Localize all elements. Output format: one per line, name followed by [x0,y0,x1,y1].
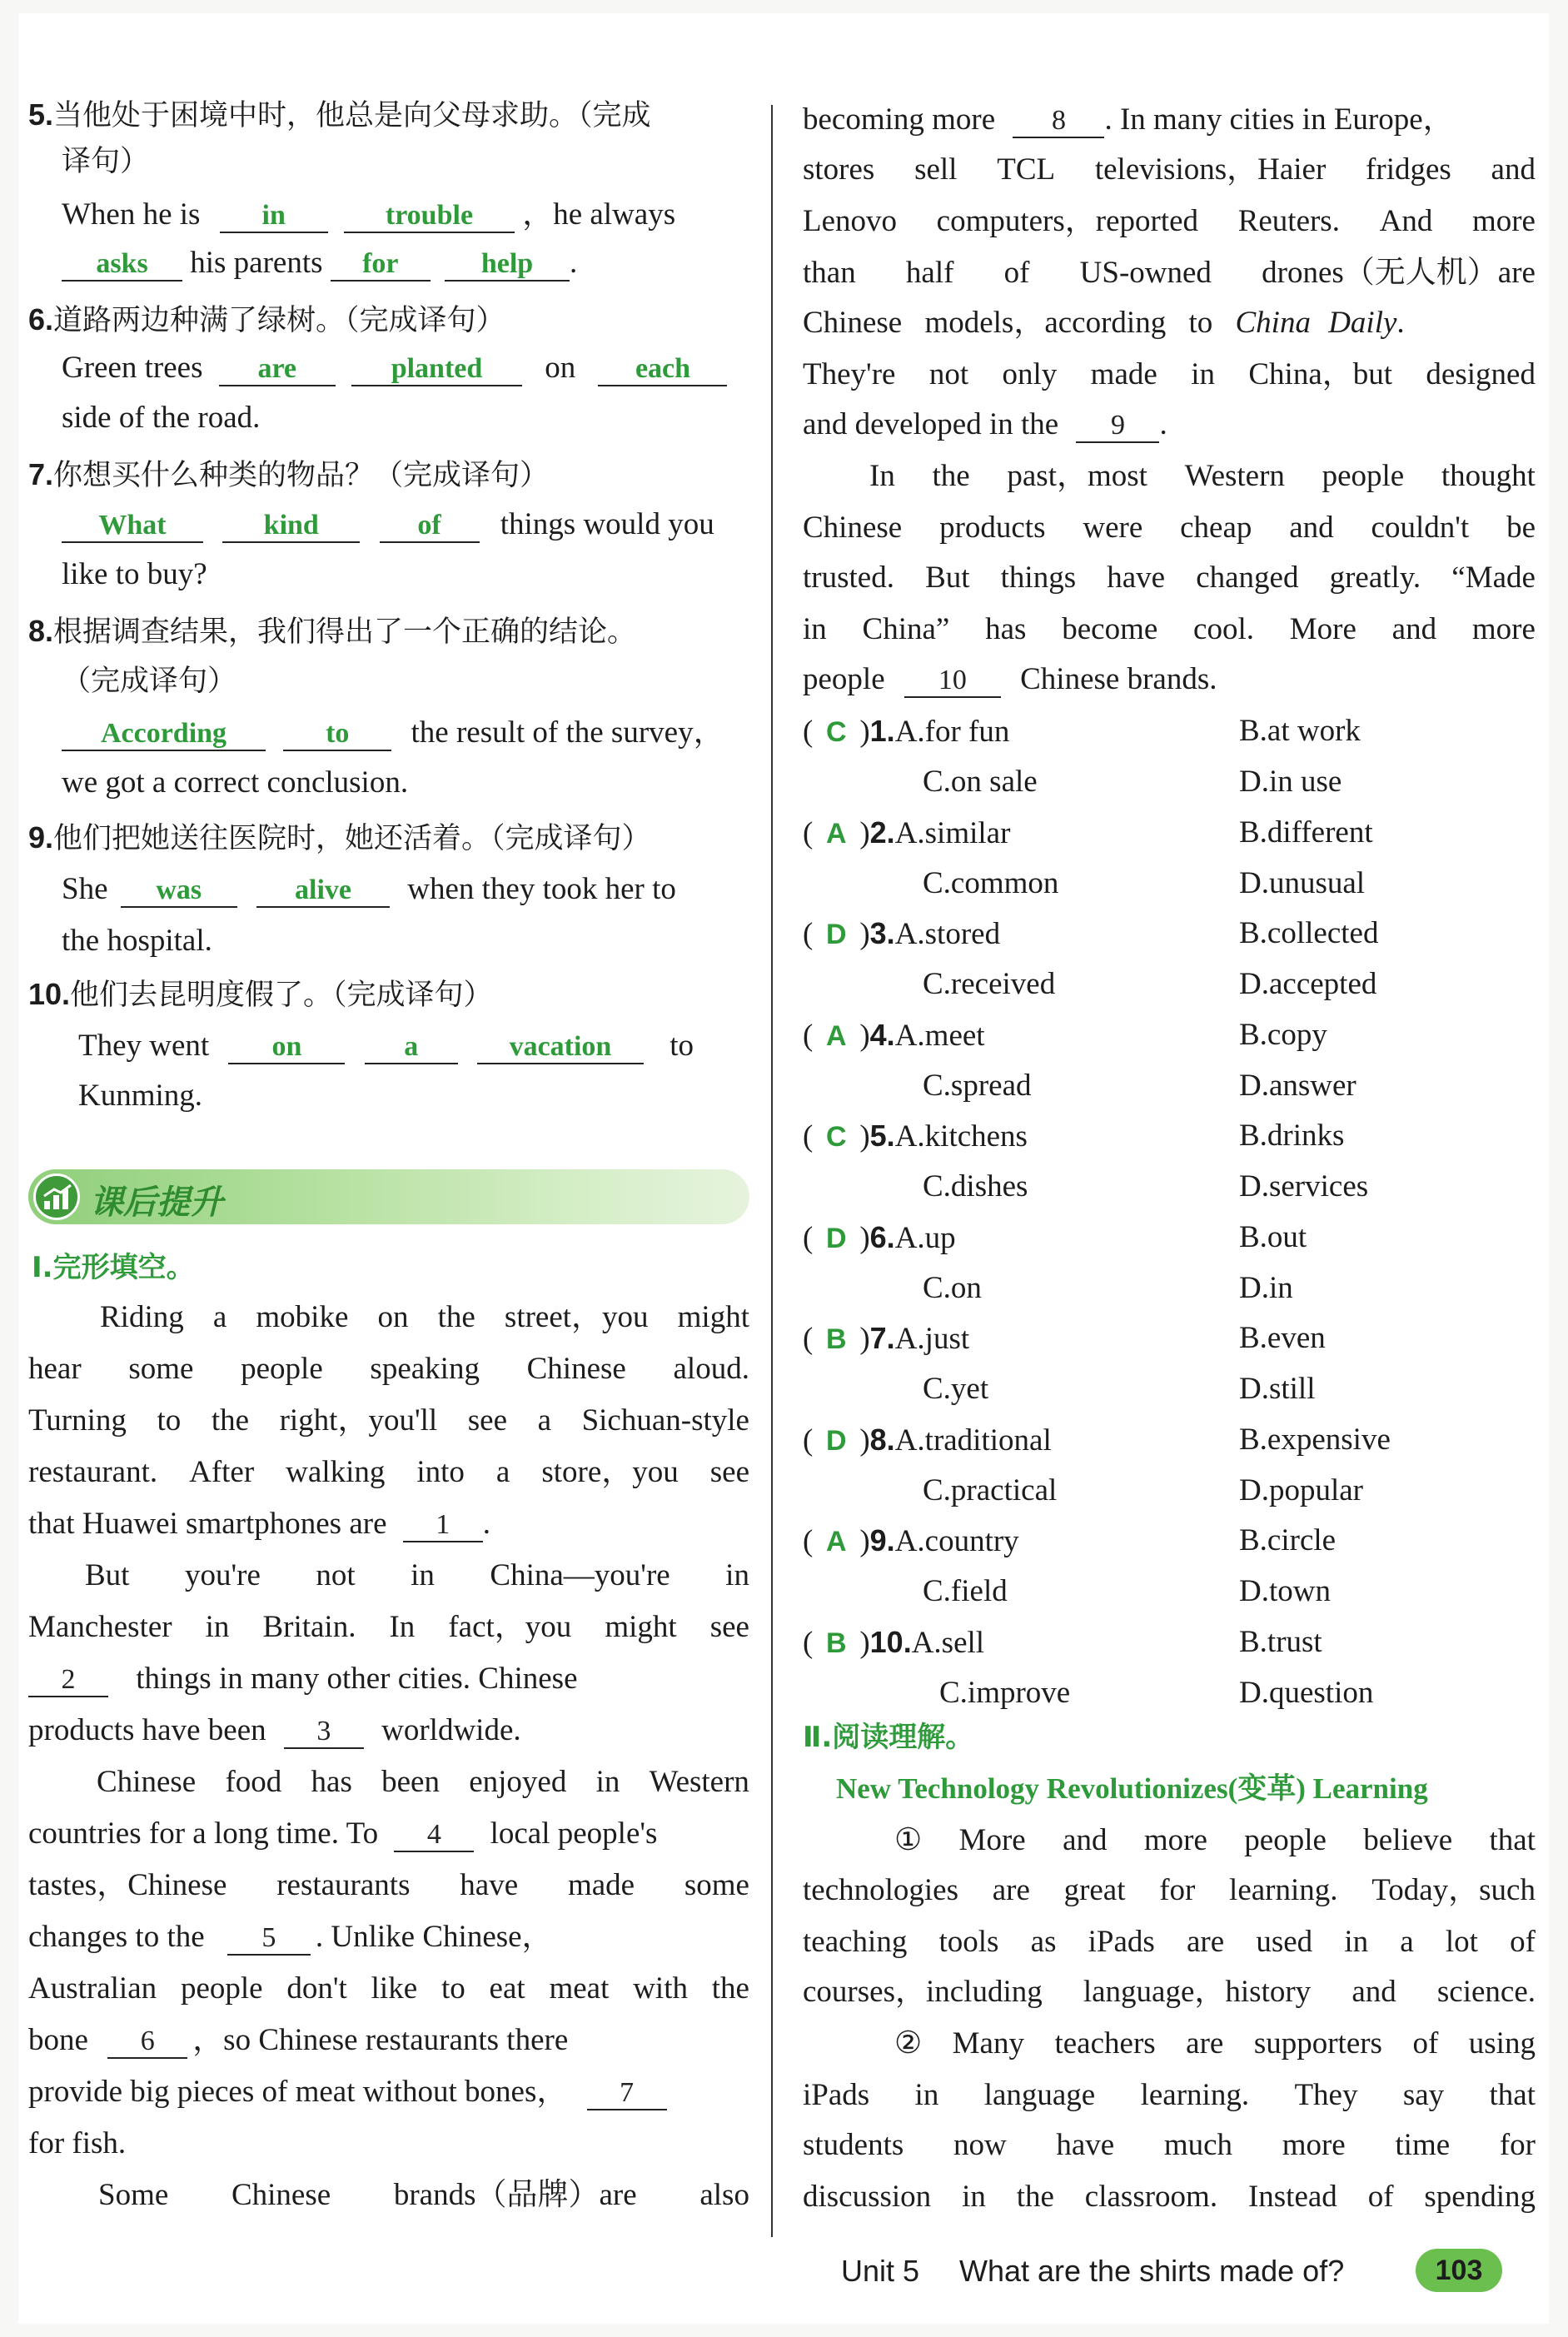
option-c: C.improve [939,1675,1071,1710]
gap-blank: 1 [403,1506,483,1542]
option-d: D.unusual [1239,865,1366,900]
option-a: A.meet [894,1018,985,1053]
article-title: New Technology Revolutionizes(变革) Learning [836,1772,1428,1805]
column-divider [771,105,773,2237]
option-row: ( C )5.A.kitchens [803,1119,1028,1154]
chosen-answer: A [826,1019,847,1052]
footer-title: What are the shirts made of? [959,2254,1345,2288]
option-c: C.on sale [923,765,1038,799]
passage-line: countries for a long time. To 4 local people's [28,1816,658,1851]
option-row: ( B )7.A.just [803,1321,970,1356]
q10-line1: They went on a vacation to [78,1029,694,1063]
passage-line: Chinese models，according to China Daily. [803,306,1405,340]
option-b: B.expensive [1239,1422,1391,1457]
option-b: B.at work [1239,714,1361,748]
option-row: ( A )4.A.meet [803,1017,985,1053]
option-c: C.practical [923,1472,1058,1507]
option-a: A.country [894,1524,1019,1558]
q9-prompt: 9.他们把她送往医院时，她还活着。（完成译句） [28,820,651,855]
passage-line: But you're not in China—you're in [85,1558,749,1592]
page-number: 103 [1416,2249,1502,2292]
option-a: A.similar [894,815,1011,850]
option-d: D.popular [1239,1472,1363,1507]
passage-line: iPads in language learning. They say that [803,2078,1536,2112]
passage-line: In the past，most Western people thought [869,459,1536,493]
q5-prompt: 5.当他处于困境中时，他总是向父母求助。（完成 [28,97,651,132]
passage-line: Australian people don't like to eat meat with the [28,1971,749,2006]
q7-line2: like to buy? [62,557,207,591]
answer-blank: was [121,871,237,908]
q6-prompt: 6.道路两边种满了绿树。（完成译句） [28,302,505,337]
passage-line: restaurant. After walking into a store，you see [28,1455,749,1489]
chosen-answer: A [826,1526,847,1557]
option-d: D.services [1239,1169,1369,1203]
option-a: A.just [894,1322,970,1356]
passage-line: students now have much more time for [803,2128,1536,2162]
option-b: B.circle [1239,1523,1337,1557]
q8-prompt-cont: （完成译句） [62,665,237,698]
option-row: ( D )3.A.stored [803,916,1001,951]
passage-line: ① More and more people believe that [894,1823,1536,1857]
option-b: B.collected [1239,916,1379,950]
passage-line: technologies are great for learning. Today，such [803,1873,1536,1907]
answer-blank: kind [222,506,360,543]
passage-line: products have been 3 worldwide. [28,1713,521,1747]
answer-blank: planted [351,350,522,386]
answer-blank: are [219,350,336,386]
option-row: ( A )2.A.similar [803,815,1011,850]
passage-line: trusted. But things have changed greatly. “Made [803,561,1536,595]
chosen-answer: C [826,716,847,748]
q6-line2: side of the road. [62,401,261,435]
passage-line: discussion in the classroom. Instead of spending [803,2180,1536,2214]
passage-line: and developed in the 9 . [803,407,1167,441]
answer-blank: of [380,506,480,543]
q5-prompt-cont: 译句） [62,145,150,178]
q6-line1: Green trees are planted on each [62,350,727,386]
option-c: C.field [923,1574,1008,1608]
option-b: B.out [1239,1219,1307,1254]
answer-blank: a [365,1028,458,1064]
option-d: D.answer [1239,1068,1356,1103]
option-row: ( D )6.A.up [803,1219,956,1255]
q7-prompt: 7.你想买什么种类的物品？（完成译句） [28,457,550,492]
chart-icon [33,1173,80,1220]
gap-blank: 9 [1076,406,1159,443]
passage-line: Chinese products were cheap and couldn't be [803,511,1536,545]
option-row: ( D )8.A.traditional [803,1422,1052,1458]
option-b: B.trust [1239,1624,1322,1659]
passage-line: They're not only made in China，but designed [803,357,1536,391]
answer-blank: on [228,1028,345,1064]
passage-line: that Huawei smartphones are 1 . [28,1507,490,1541]
gap-blank: 5 [227,1919,311,1956]
answer-blank: for [331,245,431,282]
passage-line: Manchester in Britain. In fact，you might see [28,1610,749,1644]
passage-line: 2 things in many other cities. Chinese [28,1661,578,1697]
option-c: C.received [923,967,1056,1001]
option-d: D.in use [1239,765,1342,799]
option-row: ( A )9.A.country [803,1523,1019,1558]
chosen-answer: D [826,919,847,950]
option-b: B.copy [1239,1017,1327,1052]
q9-line1: She was alive when they took her to [62,872,676,906]
q5-line1: When he is in trouble ，he always [62,197,676,232]
answer-blank: in [220,197,328,233]
option-b: B.different [1239,815,1373,850]
passage-line: changes to the 5 . Unlike Chinese， [28,1920,553,1954]
footer-unit: Unit 5 [841,2254,920,2288]
chosen-answer: D [826,1424,847,1457]
gap-blank: 10 [904,661,1001,698]
answer-blank: help [445,245,570,282]
passage-line: teaching tools as iPads are used in a lot of [803,1925,1536,1959]
option-c: C.dishes [923,1169,1028,1203]
passage-line: tastes，Chinese restaurants have made some [28,1868,749,1902]
q9-line2: the hospital. [62,924,212,958]
option-a: A.kitchens [894,1119,1028,1154]
workbook-page [18,13,1549,2324]
option-d: D.question [1239,1675,1374,1710]
option-a: A.sell [911,1625,985,1660]
option-d: D.in [1239,1270,1293,1305]
q8-prompt: 8.根据调查结果，我们得出了一个正确的结论。 [28,614,637,649]
gap-blank: 6 [107,2022,187,2059]
passage-line: Some Chinese brands（品牌）are also [98,2178,749,2212]
passage-line: Chinese food has been enjoyed in Western [97,1765,749,1799]
answer-blank: alive [256,871,390,908]
passage-line: for fish. [28,2126,127,2160]
gap-blank: 7 [587,2074,667,2110]
gap-blank: 2 [28,1661,108,1697]
option-row: ( B )10.A.sell [803,1624,985,1660]
passage-line: provide big pieces of meat without bones， 7 [28,2074,667,2110]
chosen-answer: B [826,1627,847,1659]
answer-blank: vacation [477,1028,644,1064]
answer-blank: trouble [344,197,515,233]
q5-line2: asks his parents for help . [62,245,577,282]
option-a: A.traditional [894,1423,1052,1458]
chosen-answer: A [826,817,847,850]
option-b: B.drinks [1239,1119,1345,1153]
section-banner [28,1169,749,1224]
passage-line: than half of US-owned drones（无人机）are [803,256,1536,290]
q8-line1: According to the result of the survey， [62,715,724,751]
option-a: A.stored [894,917,1001,951]
q8-line2: we got a correct conclusion. [62,765,409,800]
section-title-reading: Ⅱ.阅读理解。 [803,1721,974,1754]
option-c: C.yet [923,1372,989,1406]
option-c: C.on [923,1270,982,1305]
option-c: C.spread [923,1068,1032,1103]
option-d: D.still [1239,1372,1316,1406]
option-d: D.town [1239,1574,1331,1608]
answer-blank: asks [62,245,182,282]
section-title-cloze: Ⅰ.完形填空。 [32,1251,195,1284]
chosen-answer: B [826,1323,847,1355]
option-d: D.accepted [1239,967,1377,1001]
gap-blank: 4 [394,1816,474,1852]
option-b: B.even [1239,1321,1326,1355]
answer-blank: each [598,350,727,386]
option-a: A.up [894,1220,956,1255]
option-a: A.for fun [894,715,1010,749]
passage-line: hear some people speaking Chinese aloud. [28,1352,749,1386]
option-row: ( C )1.A.for fun [803,714,1010,749]
option-c: C.common [923,865,1059,900]
passage-line: people 10 Chinese brands. [803,662,1217,696]
gap-blank: 3 [284,1712,364,1749]
passage-line: courses，including language，history and science. [803,1975,1536,2009]
chosen-answer: C [826,1121,847,1153]
q7-line1: What kind of things would you [62,506,714,543]
chosen-answer: D [826,1222,847,1254]
answer-blank: to [283,715,391,751]
passage-line: in China” has become cool. More and more [803,612,1536,646]
passage-line: Riding a mobike on the street，you might [100,1300,749,1334]
passage-line: Turning to the right，you'll see a Sichuan-style [28,1403,749,1438]
banner-title: 课后提升 [90,1183,223,1222]
passage-line: becoming more 8 . In many cities in Europe， [803,102,1454,137]
passage-line: stores sell TCL televisions，Haier fridges and [803,152,1536,187]
answer-blank: What [62,506,203,543]
q10-line2: Kunming. [78,1079,203,1113]
gap-blank: 8 [1013,102,1104,138]
passage-line: ② Many teachers are supporters of using [894,2026,1536,2060]
passage-line: Lenovo computers，reported Reuters. And more [803,204,1536,238]
passage-line: bone 6 ，so Chinese restaurants there [28,2023,569,2057]
q10-prompt: 10.他们去昆明度假了。（完成译句） [28,977,493,1012]
answer-blank: According [62,715,266,751]
